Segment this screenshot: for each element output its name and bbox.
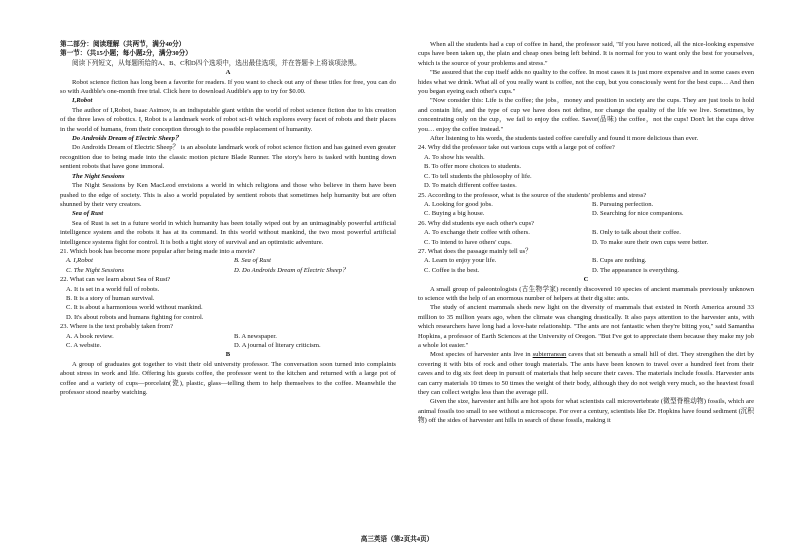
question-25-options bbox=[418, 200, 754, 219]
question-25: 25. According to the professor, what is the source of the students' problems and stress? bbox=[418, 191, 647, 199]
option[interactable]: C. To tell students the philosophy of life. bbox=[424, 172, 532, 180]
book4-text: Sea of Rust is set in a future world in which humanity has been totally wiped out by an unimaginably powerful artificial intelligence system and the robots it has at its command. In this world without mankind, the two most powerful artificial intelligence systems fight for control. It is both a tight story of survival and an optimistic adventure. bbox=[60, 219, 396, 246]
option[interactable]: D. A journal of literary criticism. bbox=[234, 342, 321, 349]
question-26-options bbox=[418, 228, 754, 247]
question-22: 22. What can we learn about Sea of Rust? bbox=[60, 276, 171, 284]
option[interactable]: D. The appearance is everything. bbox=[592, 266, 680, 274]
underlined-word: subterranean bbox=[532, 351, 567, 359]
question-21: 21. Which book has become more popular after being made into a movie? bbox=[60, 247, 256, 255]
option[interactable]: D. It's about robots and humans fighting for control. bbox=[66, 313, 204, 321]
section-heading: 第一节：（共15小题；每小题2分，满分30分） bbox=[60, 50, 192, 58]
passage-b-label: B bbox=[225, 351, 231, 359]
book1-text: The author of I,Robot, Isaac Asimov, is an indisputable giant within the world of robot science fiction due to his creation of the three laws of robotics. I, Robot is a landmark work of robot sci-fi which explores every facet of robots and their places in the world of humans, from their conception through to the possible replacement of humanity. bbox=[60, 106, 396, 133]
passage-c-p3 bbox=[418, 350, 754, 397]
question-23: 23. Where is the text probably taken from? bbox=[60, 323, 174, 331]
option[interactable]: D. Do Androids Dream of Electric Sheep？ bbox=[234, 266, 349, 274]
question-27-options bbox=[418, 256, 754, 275]
book3-text: The Night Sessions by Ken MacLeod envisions a world in which religions and those who believe in them have been pushed to the edge of society. This is also a world populated by sentient robots that sometimes help humanity but are often shunned by their very creators. bbox=[60, 182, 396, 208]
option[interactable]: B. Only to talk about their coffee. bbox=[592, 229, 681, 237]
passage-c-p4: Given the size, harvester ant hills are hot spots for what scientists call microvertebrate (微型脊椎动物) fossils, which are animal fossils too small to see without a microscope. For over a century, scientists like Dr. Hopkins have found sediment (沉积物) off the sides of harvester ant hills in search of these fossils, making it bbox=[418, 398, 754, 425]
passage-c-p1: A small group of paleontologists (古生物学家) recently discovered 10 species of ancient mammals previously unknown to science with the help of an enormous number of helpers at their dig site: ants. bbox=[418, 285, 754, 302]
part-heading: 第二部分：阅读理解（共两节，满分40分） bbox=[60, 41, 186, 48]
passage-c-label: C bbox=[583, 276, 589, 284]
page-footer: 高三英语（第2页共4页） bbox=[360, 536, 434, 543]
option[interactable]: A. I,Robot bbox=[66, 257, 93, 265]
option[interactable]: A. A book review. bbox=[66, 332, 114, 340]
option[interactable]: C. It is about a harmonious world without mankind. bbox=[66, 304, 203, 312]
option[interactable]: C. Coffee is the best. bbox=[424, 266, 480, 274]
option[interactable]: A. Looking for good jobs. bbox=[424, 200, 493, 208]
question-21-options bbox=[60, 256, 396, 275]
book4-title: Sea of Rust bbox=[72, 210, 104, 218]
option[interactable]: A. Learn to enjoy your life. bbox=[424, 257, 497, 265]
option[interactable]: D. Searching for nice companions. bbox=[592, 210, 684, 218]
question-23-options bbox=[60, 332, 396, 351]
passage-c-p2: The study of ancient mammals sheds new light on the diversity of mammals that existed in North America around 33 million to 35 million years ago, when the climate was changing drastically. It also pays attention to the harvester ants, with which researchers have long had a love-hate relationship. "The ants are not fantastic when they're biting you," said Samantha Hopkins, a professor of Earth Sciences at the University of Oregon. "But I've got to appreciate them because they make my job a whole lot easier." bbox=[418, 304, 754, 349]
option[interactable]: C. Buying a big house. bbox=[424, 210, 485, 218]
passage-b-p3: "Now consider this: Life is the coffee; the jobs，money and position in society are the cups. They are just tools to hold and contain life, and the type of cup we have does not define, nor change the quality of the life we live. Sometimes, by concentrating only on the cup，we fail to enjoy the coffee. Savor(品味) the coffee，not the cups! Don't let the cups drive you… enjoy the coffee instead." bbox=[418, 97, 754, 133]
passage-a-label: A bbox=[225, 69, 231, 77]
passage-c-p3-end: caves that sit beneath a small hill of dirt. They strengthen the dirt by covering it with bits of rock and other tough materials. The ants have been known to travel over a hundred feet from their caves and to dig six feet deep in pursuit of materials that help secure their caves. The materials include fossils. Harvester ants can carry materials 10 times to 50 times the weight of their body, although they do not weigh very much, so the heaviest fossil they can collect weighs less than the average pill. bbox=[418, 351, 754, 397]
question-24-options bbox=[418, 153, 754, 191]
option[interactable]: B. Pursuing perfection. bbox=[592, 200, 654, 208]
right-column bbox=[418, 40, 754, 426]
passage-b-p2: "Be assured that the cup itself adds no quality to the coffee. In most cases it is just more expensive and in some cases even hides what we drink. What all of you really want is coffee, not the cup, but you consciously went for the best cups… And then you began eyeing each other's cups." bbox=[418, 69, 754, 96]
question-27: 27. What does the passage mainly tell us？ bbox=[418, 247, 532, 255]
left-column bbox=[60, 40, 396, 397]
option[interactable]: A. To exchange their coffee with others. bbox=[424, 229, 530, 237]
option[interactable]: A. It is set in a world full of robots. bbox=[66, 285, 160, 293]
book2-title: Do Androids Dream of Electric Sheep？ bbox=[72, 135, 182, 143]
option[interactable]: B. A newspaper. bbox=[234, 332, 277, 340]
question-24: 24. Why did the professor take out various cups with a large pot of coffee? bbox=[418, 144, 615, 152]
question-26: 26. Why did students eye each other's cups? bbox=[418, 219, 535, 227]
passage-a-intro: Robot science fiction has long been a favorite for readers. If you want to check out any of these titles for free, you can do so with Audible's one-month free trial. Click here to download Audible's app to try for $0.00. bbox=[60, 78, 396, 96]
option[interactable]: C. The Night Sessions bbox=[66, 266, 124, 274]
option[interactable]: C. A website. bbox=[66, 342, 102, 349]
passage-b-p1: When all the students had a cup of coffee in hand, the professor said, "If you have noticed, all the nice-looking expensive cups have been taken up, the plain and cheap ones being left behind. It is normal for you to want only the best for yourselves, which is the source of your problems and stress." bbox=[418, 41, 754, 67]
instruction-text: 阅读下列短文，从每题所给的A、B、C和D四个选项中，选出最佳选项，并在答题卡上将该项涂黑。 bbox=[72, 59, 361, 67]
passage-b-text: A group of graduates got together to visit their old university professor. The conversation soon turned into complaints about stress in work and life. Offering his guests coffee, the professor went to the kitchen and returned with a large pot of coffee and a variety of cups—porcelain(瓷), plastic, glass—telling them to help themselves to the coffee. Meanwhile the professor stood nearby watching. bbox=[60, 360, 396, 397]
option[interactable]: B. Sea of Rust bbox=[234, 257, 271, 265]
option[interactable]: C. To intend to have others' cups. bbox=[424, 238, 512, 246]
book1-title: I,Robot bbox=[72, 97, 93, 105]
option[interactable]: B. To offer more choices to students. bbox=[424, 163, 522, 171]
option[interactable]: D. To make sure their own cups were better. bbox=[592, 238, 709, 246]
option[interactable]: B. It is a story of human survival. bbox=[66, 294, 155, 302]
passage-b-p4: After listening to his words, the students tasted coffee carefully and found it more delicious than ever. bbox=[430, 135, 699, 143]
option[interactable]: B. Cups are nothing. bbox=[592, 257, 647, 265]
question-22-options bbox=[60, 285, 396, 323]
book3-title: The Night Sessions bbox=[72, 172, 125, 180]
option[interactable]: A. To show his wealth. bbox=[424, 153, 485, 161]
option[interactable]: D. To match different coffee tastes. bbox=[424, 182, 517, 190]
passage-c-p3-start: Most species of harvester ants live in bbox=[430, 351, 533, 359]
book2-text: Do Androids Dream of Electric Sheep？ is an absolute landmark work of robot science fiction and has gained even greater recognition due to being made into the classic motion picture Blade Runner. The story's hero is tasked with hunting down sentient robots that have gone immoral. bbox=[60, 144, 396, 171]
